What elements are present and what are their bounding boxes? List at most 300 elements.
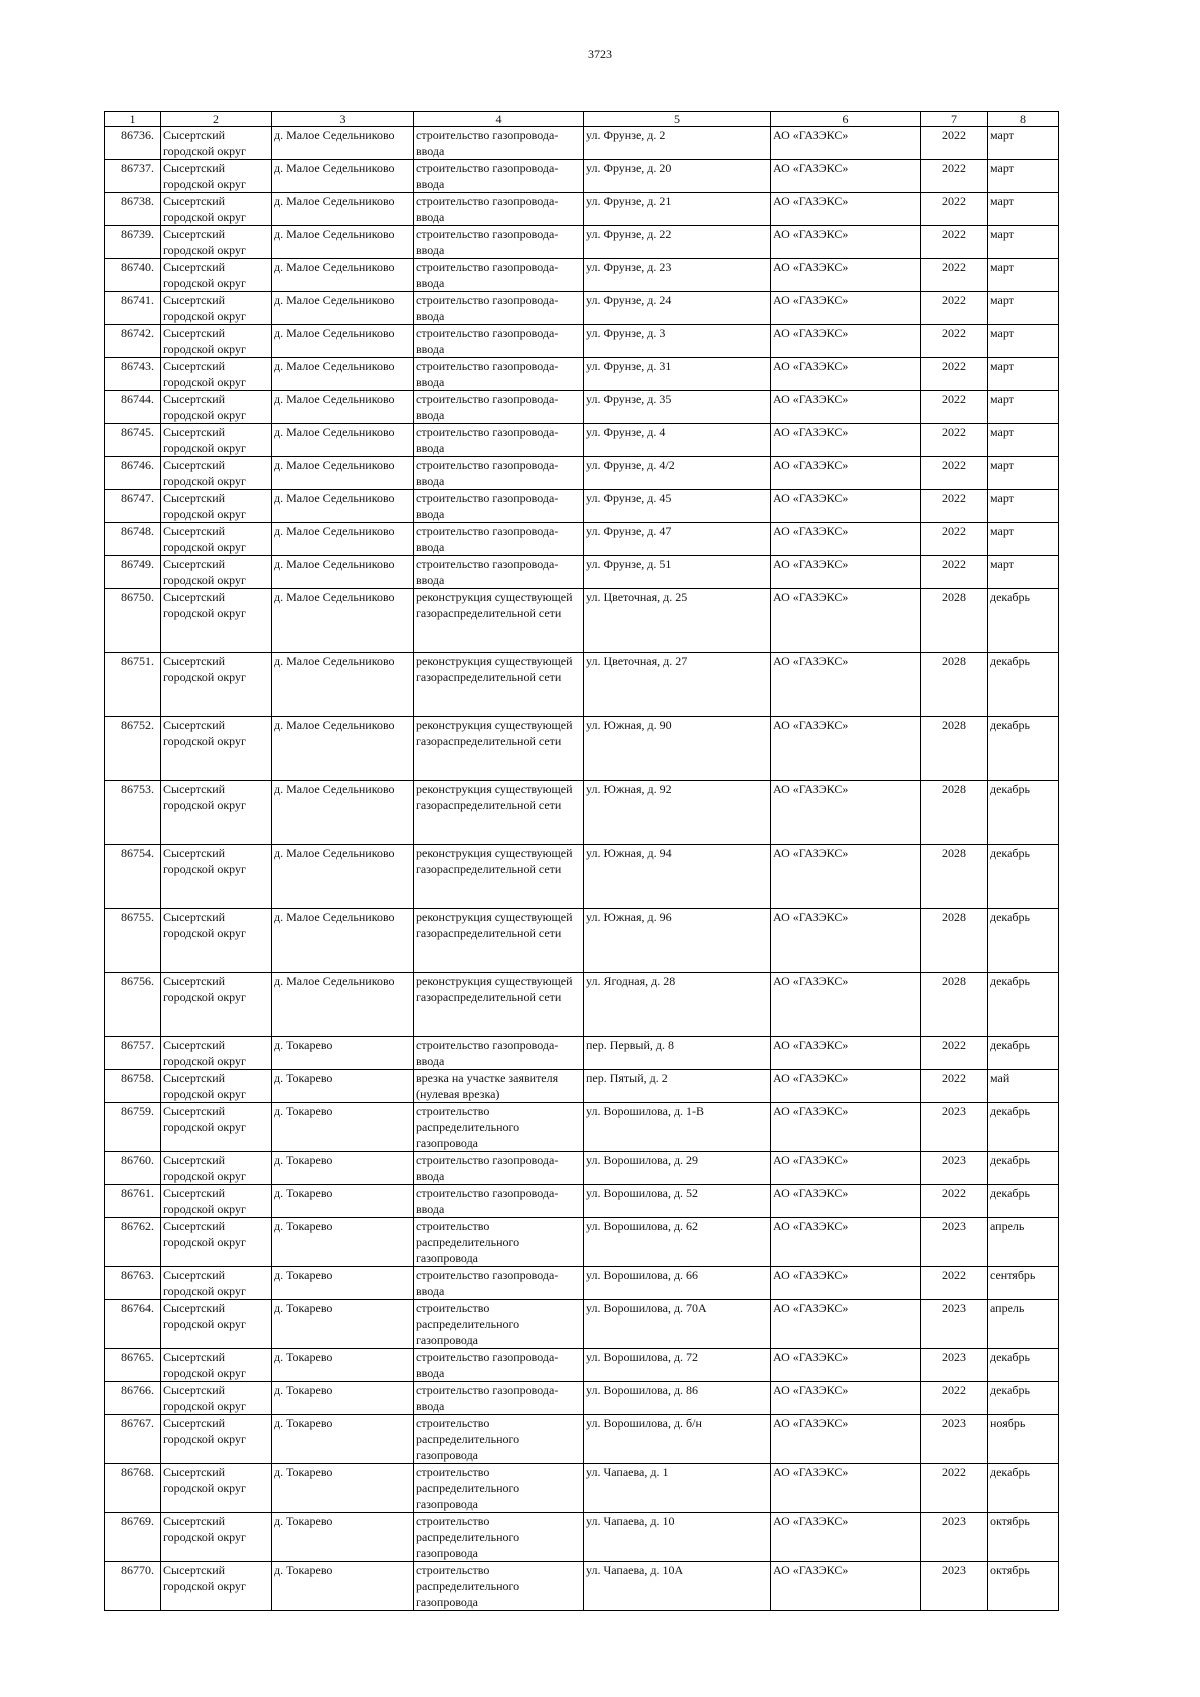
work-type-cell: строительство газопровода-ввода	[414, 457, 584, 490]
work-type-cell: строительство распределительного газопровода	[414, 1513, 584, 1562]
table-row	[105, 1152, 1059, 1185]
district-cell: Сысертский городской округ	[161, 1513, 272, 1562]
table-body	[105, 127, 1059, 1611]
address-cell: ул. Фрунзе, д. 4/2	[584, 457, 771, 490]
table-row	[105, 1382, 1059, 1415]
year-cell: 2022	[921, 1267, 988, 1300]
work-type-cell: реконструкция существующей газораспределительной сети	[414, 589, 584, 653]
work-type-cell: реконструкция существующей газораспределительной сети	[414, 653, 584, 717]
year-cell: 2022	[921, 160, 988, 193]
row-number-cell: 86742.	[105, 325, 161, 358]
district-cell: Сысертский городской округ	[161, 490, 272, 523]
month-cell: декабрь	[988, 1037, 1059, 1070]
month-cell: март	[988, 523, 1059, 556]
work-type-cell: строительство газопровода-ввода	[414, 391, 584, 424]
work-type-cell: строительство распределительного газопровода	[414, 1415, 584, 1464]
organization-cell: АО «ГАЗЭКС»	[771, 490, 921, 523]
organization-cell: АО «ГАЗЭКС»	[771, 292, 921, 325]
work-type-cell: строительство газопровода-ввода	[414, 523, 584, 556]
organization-cell: АО «ГАЗЭКС»	[771, 193, 921, 226]
year-cell: 2028	[921, 781, 988, 845]
table-row	[105, 556, 1059, 589]
month-cell: декабрь	[988, 1103, 1059, 1152]
row-number-cell: 86741.	[105, 292, 161, 325]
address-cell: ул. Ягодная, д. 28	[584, 973, 771, 1037]
organization-cell: АО «ГАЗЭКС»	[771, 1103, 921, 1152]
month-cell: март	[988, 358, 1059, 391]
month-cell: декабрь	[988, 1185, 1059, 1218]
work-type-cell: строительство распределительного газопровода	[414, 1300, 584, 1349]
row-number-cell: 86760.	[105, 1152, 161, 1185]
month-cell: декабрь	[988, 781, 1059, 845]
locality-cell: д. Малое Седельниково	[272, 424, 414, 457]
district-cell: Сысертский городской округ	[161, 226, 272, 259]
month-cell: декабрь	[988, 973, 1059, 1037]
work-type-cell: строительство газопровода-ввода	[414, 424, 584, 457]
row-number-cell: 86756.	[105, 973, 161, 1037]
year-cell: 2023	[921, 1218, 988, 1267]
district-cell: Сысертский городской округ	[161, 1382, 272, 1415]
table-row	[105, 717, 1059, 781]
locality-cell: д. Токарево	[272, 1037, 414, 1070]
organization-cell: АО «ГАЗЭКС»	[771, 556, 921, 589]
table-row	[105, 1562, 1059, 1611]
district-cell: Сысертский городской округ	[161, 292, 272, 325]
year-cell: 2022	[921, 457, 988, 490]
row-number-cell: 86769.	[105, 1513, 161, 1562]
work-type-cell: реконструкция существующей газораспределительной сети	[414, 845, 584, 909]
year-cell: 2022	[921, 193, 988, 226]
address-cell: ул. Ворошилова, д. 86	[584, 1382, 771, 1415]
organization-cell: АО «ГАЗЭКС»	[771, 1415, 921, 1464]
district-cell: Сысертский городской округ	[161, 1103, 272, 1152]
address-cell: ул. Ворошилова, д. 70А	[584, 1300, 771, 1349]
organization-cell: АО «ГАЗЭКС»	[771, 391, 921, 424]
district-cell: Сысертский городской округ	[161, 1267, 272, 1300]
locality-cell: д. Малое Седельниково	[272, 781, 414, 845]
address-cell: ул. Чапаева, д. 10	[584, 1513, 771, 1562]
month-cell: март	[988, 193, 1059, 226]
locality-cell: д. Малое Седельниково	[272, 358, 414, 391]
year-cell: 2028	[921, 845, 988, 909]
row-number-cell: 86744.	[105, 391, 161, 424]
locality-cell: д. Малое Седельниково	[272, 523, 414, 556]
month-cell: март	[988, 160, 1059, 193]
locality-cell: д. Малое Седельниково	[272, 973, 414, 1037]
month-cell: март	[988, 325, 1059, 358]
address-cell: ул. Фрунзе, д. 31	[584, 358, 771, 391]
locality-cell: д. Токарево	[272, 1185, 414, 1218]
district-cell: Сысертский городской округ	[161, 653, 272, 717]
work-type-cell: реконструкция существующей газораспределительной сети	[414, 909, 584, 973]
row-number-cell: 86737.	[105, 160, 161, 193]
locality-cell: д. Малое Седельниково	[272, 292, 414, 325]
district-cell: Сысертский городской округ	[161, 1464, 272, 1513]
year-cell: 2023	[921, 1513, 988, 1562]
address-cell: ул. Фрунзе, д. 51	[584, 556, 771, 589]
row-number-cell: 86743.	[105, 358, 161, 391]
locality-cell: д. Токарево	[272, 1464, 414, 1513]
district-cell: Сысертский городской округ	[161, 127, 272, 160]
locality-cell: д. Малое Седельниково	[272, 490, 414, 523]
organization-cell: АО «ГАЗЭКС»	[771, 973, 921, 1037]
work-type-cell: строительство газопровода-ввода	[414, 1185, 584, 1218]
district-cell: Сысертский городской округ	[161, 1218, 272, 1267]
month-cell: май	[988, 1070, 1059, 1103]
address-cell: ул. Ворошилова, д. 62	[584, 1218, 771, 1267]
year-cell: 2022	[921, 325, 988, 358]
month-cell: ноябрь	[988, 1415, 1059, 1464]
year-cell: 2022	[921, 1185, 988, 1218]
table-row	[105, 1218, 1059, 1267]
address-cell: ул. Фрунзе, д. 3	[584, 325, 771, 358]
row-number-cell: 86763.	[105, 1267, 161, 1300]
year-cell: 2022	[921, 259, 988, 292]
column-header: 3	[272, 112, 414, 127]
address-cell: ул. Чапаева, д. 1	[584, 1464, 771, 1513]
table-row	[105, 909, 1059, 973]
organization-cell: АО «ГАЗЭКС»	[771, 1382, 921, 1415]
column-header: 6	[771, 112, 921, 127]
column-header: 4	[414, 112, 584, 127]
table-row	[105, 457, 1059, 490]
address-cell: ул. Цветочная, д. 27	[584, 653, 771, 717]
locality-cell: д. Токарево	[272, 1415, 414, 1464]
month-cell: апрель	[988, 1218, 1059, 1267]
district-cell: Сысертский городской округ	[161, 1415, 272, 1464]
locality-cell: д. Токарево	[272, 1382, 414, 1415]
table-row	[105, 391, 1059, 424]
locality-cell: д. Малое Седельниково	[272, 259, 414, 292]
organization-cell: АО «ГАЗЭКС»	[771, 845, 921, 909]
organization-cell: АО «ГАЗЭКС»	[771, 358, 921, 391]
year-cell: 2023	[921, 1415, 988, 1464]
address-cell: ул. Фрунзе, д. 35	[584, 391, 771, 424]
row-number-cell: 86754.	[105, 845, 161, 909]
address-cell: ул. Ворошилова, д. 66	[584, 1267, 771, 1300]
locality-cell: д. Малое Седельниково	[272, 653, 414, 717]
row-number-cell: 86746.	[105, 457, 161, 490]
row-number-cell: 86757.	[105, 1037, 161, 1070]
locality-cell: д. Малое Седельниково	[272, 391, 414, 424]
district-cell: Сысертский городской округ	[161, 556, 272, 589]
month-cell: март	[988, 556, 1059, 589]
month-cell: апрель	[988, 1300, 1059, 1349]
organization-cell: АО «ГАЗЭКС»	[771, 127, 921, 160]
month-cell: декабрь	[988, 1152, 1059, 1185]
row-number-cell: 86745.	[105, 424, 161, 457]
month-cell: декабрь	[988, 845, 1059, 909]
year-cell: 2023	[921, 1300, 988, 1349]
year-cell: 2022	[921, 556, 988, 589]
organization-cell: АО «ГАЗЭКС»	[771, 325, 921, 358]
locality-cell: д. Токарево	[272, 1300, 414, 1349]
work-type-cell: строительство газопровода-ввода	[414, 358, 584, 391]
month-cell: март	[988, 424, 1059, 457]
district-cell: Сысертский городской округ	[161, 1152, 272, 1185]
month-cell: декабрь	[988, 717, 1059, 781]
address-cell: пер. Первый, д. 8	[584, 1037, 771, 1070]
locality-cell: д. Токарево	[272, 1103, 414, 1152]
address-cell: ул. Южная, д. 94	[584, 845, 771, 909]
month-cell: март	[988, 391, 1059, 424]
table-row	[105, 1300, 1059, 1349]
year-cell: 2022	[921, 127, 988, 160]
address-cell: ул. Фрунзе, д. 20	[584, 160, 771, 193]
locality-cell: д. Токарево	[272, 1070, 414, 1103]
address-cell: ул. Фрунзе, д. 24	[584, 292, 771, 325]
locality-cell: д. Токарево	[272, 1152, 414, 1185]
district-cell: Сысертский городской округ	[161, 1037, 272, 1070]
work-type-cell: строительство газопровода-ввода	[414, 160, 584, 193]
address-cell: ул. Южная, д. 92	[584, 781, 771, 845]
work-type-cell: строительство газопровода-ввода	[414, 193, 584, 226]
year-cell: 2022	[921, 292, 988, 325]
table-row	[105, 973, 1059, 1037]
work-type-cell: строительство газопровода-ввода	[414, 226, 584, 259]
table-row	[105, 490, 1059, 523]
month-cell: октябрь	[988, 1513, 1059, 1562]
address-cell: ул. Чапаева, д. 10А	[584, 1562, 771, 1611]
header-row	[105, 112, 1059, 127]
district-cell: Сысертский городской округ	[161, 358, 272, 391]
locality-cell: д. Малое Седельниково	[272, 845, 414, 909]
locality-cell: д. Малое Седельниково	[272, 457, 414, 490]
organization-cell: АО «ГАЗЭКС»	[771, 424, 921, 457]
organization-cell: АО «ГАЗЭКС»	[771, 1562, 921, 1611]
row-number-cell: 86739.	[105, 226, 161, 259]
page-number: 3723	[588, 47, 612, 61]
table-row	[105, 127, 1059, 160]
row-number-cell: 86738.	[105, 193, 161, 226]
address-cell: ул. Ворошилова, д. 1-В	[584, 1103, 771, 1152]
locality-cell: д. Малое Седельниково	[272, 226, 414, 259]
district-cell: Сысертский городской округ	[161, 909, 272, 973]
work-type-cell: строительство газопровода-ввода	[414, 490, 584, 523]
row-number-cell: 86758.	[105, 1070, 161, 1103]
organization-cell: АО «ГАЗЭКС»	[771, 781, 921, 845]
organization-cell: АО «ГАЗЭКС»	[771, 1300, 921, 1349]
address-cell: ул. Южная, д. 90	[584, 717, 771, 781]
district-cell: Сысертский городской округ	[161, 325, 272, 358]
address-cell: ул. Ворошилова, д. б/н	[584, 1415, 771, 1464]
row-number-cell: 86768.	[105, 1464, 161, 1513]
work-type-cell: строительство газопровода-ввода	[414, 292, 584, 325]
work-type-cell: строительство распределительного газопровода	[414, 1464, 584, 1513]
year-cell: 2028	[921, 589, 988, 653]
month-cell: декабрь	[988, 653, 1059, 717]
organization-cell: АО «ГАЗЭКС»	[771, 259, 921, 292]
organization-cell: АО «ГАЗЭКС»	[771, 226, 921, 259]
work-type-cell: строительство газопровода-ввода	[414, 259, 584, 292]
row-number-cell: 86755.	[105, 909, 161, 973]
organization-cell: АО «ГАЗЭКС»	[771, 523, 921, 556]
address-cell: ул. Фрунзе, д. 47	[584, 523, 771, 556]
year-cell: 2023	[921, 1349, 988, 1382]
address-cell: ул. Южная, д. 96	[584, 909, 771, 973]
address-cell: ул. Цветочная, д. 25	[584, 589, 771, 653]
organization-cell: АО «ГАЗЭКС»	[771, 1152, 921, 1185]
table-row	[105, 1513, 1059, 1562]
month-cell: сентябрь	[988, 1267, 1059, 1300]
locality-cell: д. Токарево	[272, 1513, 414, 1562]
year-cell: 2022	[921, 523, 988, 556]
address-cell: пер. Пятый, д. 2	[584, 1070, 771, 1103]
organization-cell: АО «ГАЗЭКС»	[771, 1037, 921, 1070]
locality-cell: д. Малое Седельниково	[272, 717, 414, 781]
table-row	[105, 1185, 1059, 1218]
table-row	[105, 1267, 1059, 1300]
year-cell: 2028	[921, 653, 988, 717]
month-cell: декабрь	[988, 1382, 1059, 1415]
organization-cell: АО «ГАЗЭКС»	[771, 1185, 921, 1218]
table-row	[105, 226, 1059, 259]
table-row	[105, 160, 1059, 193]
year-cell: 2022	[921, 226, 988, 259]
table-row	[105, 193, 1059, 226]
organization-cell: АО «ГАЗЭКС»	[771, 909, 921, 973]
locality-cell: д. Малое Седельниково	[272, 193, 414, 226]
year-cell: 2022	[921, 490, 988, 523]
organization-cell: АО «ГАЗЭКС»	[771, 1349, 921, 1382]
row-number-cell: 86750.	[105, 589, 161, 653]
work-type-cell: строительство газопровода-ввода	[414, 325, 584, 358]
year-cell: 2022	[921, 424, 988, 457]
address-cell: ул. Фрунзе, д. 23	[584, 259, 771, 292]
year-cell: 2022	[921, 1070, 988, 1103]
row-number-cell: 86752.	[105, 717, 161, 781]
district-cell: Сысертский городской округ	[161, 457, 272, 490]
organization-cell: АО «ГАЗЭКС»	[771, 1070, 921, 1103]
month-cell: декабрь	[988, 589, 1059, 653]
month-cell: декабрь	[988, 909, 1059, 973]
year-cell: 2023	[921, 1152, 988, 1185]
month-cell: декабрь	[988, 1464, 1059, 1513]
locality-cell: д. Токарево	[272, 1349, 414, 1382]
year-cell: 2022	[921, 1464, 988, 1513]
year-cell: 2022	[921, 358, 988, 391]
address-cell: ул. Ворошилова, д. 29	[584, 1152, 771, 1185]
table-row	[105, 325, 1059, 358]
row-number-cell: 86759.	[105, 1103, 161, 1152]
month-cell: декабрь	[988, 1349, 1059, 1382]
row-number-cell: 86751.	[105, 653, 161, 717]
row-number-cell: 86767.	[105, 1415, 161, 1464]
column-header: 5	[584, 112, 771, 127]
organization-cell: АО «ГАЗЭКС»	[771, 589, 921, 653]
locality-cell: д. Малое Седельниково	[272, 589, 414, 653]
column-header: 1	[105, 112, 161, 127]
year-cell: 2022	[921, 391, 988, 424]
address-cell: ул. Фрунзе, д. 21	[584, 193, 771, 226]
month-cell: март	[988, 259, 1059, 292]
work-type-cell: строительство распределительного газопровода	[414, 1562, 584, 1611]
address-cell: ул. Фрунзе, д. 4	[584, 424, 771, 457]
work-type-cell: реконструкция существующей газораспределительной сети	[414, 781, 584, 845]
year-cell: 2022	[921, 1037, 988, 1070]
table-row	[105, 1415, 1059, 1464]
registry-table	[104, 111, 1059, 1611]
month-cell: март	[988, 127, 1059, 160]
year-cell: 2023	[921, 1103, 988, 1152]
work-type-cell: реконструкция существующей газораспределительной сети	[414, 973, 584, 1037]
organization-cell: АО «ГАЗЭКС»	[771, 653, 921, 717]
district-cell: Сысертский городской округ	[161, 781, 272, 845]
column-header: 2	[161, 112, 272, 127]
work-type-cell: строительство газопровода-ввода	[414, 1267, 584, 1300]
district-cell: Сысертский городской округ	[161, 1562, 272, 1611]
year-cell: 2022	[921, 1382, 988, 1415]
month-cell: март	[988, 490, 1059, 523]
row-number-cell: 86740.	[105, 259, 161, 292]
year-cell: 2028	[921, 973, 988, 1037]
locality-cell: д. Малое Седельниково	[272, 556, 414, 589]
address-cell: ул. Ворошилова, д. 72	[584, 1349, 771, 1382]
month-cell: октябрь	[988, 1562, 1059, 1611]
column-header: 7	[921, 112, 988, 127]
table-row	[105, 424, 1059, 457]
district-cell: Сысертский городской округ	[161, 845, 272, 909]
organization-cell: АО «ГАЗЭКС»	[771, 1464, 921, 1513]
work-type-cell: строительство газопровода-ввода	[414, 1349, 584, 1382]
organization-cell: АО «ГАЗЭКС»	[771, 1218, 921, 1267]
district-cell: Сысертский городской округ	[161, 1300, 272, 1349]
locality-cell: д. Малое Седельниково	[272, 325, 414, 358]
month-cell: март	[988, 226, 1059, 259]
locality-cell: д. Токарево	[272, 1218, 414, 1267]
district-cell: Сысертский городской округ	[161, 1070, 272, 1103]
work-type-cell: строительство газопровода-ввода	[414, 1037, 584, 1070]
row-number-cell: 86770.	[105, 1562, 161, 1611]
table-row	[105, 1037, 1059, 1070]
organization-cell: АО «ГАЗЭКС»	[771, 160, 921, 193]
work-type-cell: строительство распределительного газопровода	[414, 1103, 584, 1152]
table-row	[105, 1103, 1059, 1152]
district-cell: Сысертский городской округ	[161, 193, 272, 226]
locality-cell: д. Малое Седельниково	[272, 160, 414, 193]
address-cell: ул. Ворошилова, д. 52	[584, 1185, 771, 1218]
locality-cell: д. Малое Седельниково	[272, 127, 414, 160]
district-cell: Сысертский городской округ	[161, 1349, 272, 1382]
table-row	[105, 845, 1059, 909]
work-type-cell: строительство газопровода-ввода	[414, 1382, 584, 1415]
row-number-cell: 86753.	[105, 781, 161, 845]
organization-cell: АО «ГАЗЭКС»	[771, 457, 921, 490]
row-number-cell: 86761.	[105, 1185, 161, 1218]
table-row	[105, 1070, 1059, 1103]
table-row	[105, 1464, 1059, 1513]
row-number-cell: 86748.	[105, 523, 161, 556]
work-type-cell: строительство газопровода-ввода	[414, 1152, 584, 1185]
locality-cell: д. Токарево	[272, 1562, 414, 1611]
organization-cell: АО «ГАЗЭКС»	[771, 1513, 921, 1562]
organization-cell: АО «ГАЗЭКС»	[771, 1267, 921, 1300]
row-number-cell: 86764.	[105, 1300, 161, 1349]
address-cell: ул. Фрунзе, д. 2	[584, 127, 771, 160]
district-cell: Сысертский городской округ	[161, 424, 272, 457]
district-cell: Сысертский городской округ	[161, 160, 272, 193]
table-row	[105, 653, 1059, 717]
work-type-cell: строительство газопровода-ввода	[414, 556, 584, 589]
district-cell: Сысертский городской округ	[161, 717, 272, 781]
table-row	[105, 523, 1059, 556]
year-cell: 2028	[921, 717, 988, 781]
table-row	[105, 781, 1059, 845]
row-number-cell: 86765.	[105, 1349, 161, 1382]
district-cell: Сысертский городской округ	[161, 391, 272, 424]
year-cell: 2023	[921, 1562, 988, 1611]
table-row	[105, 259, 1059, 292]
